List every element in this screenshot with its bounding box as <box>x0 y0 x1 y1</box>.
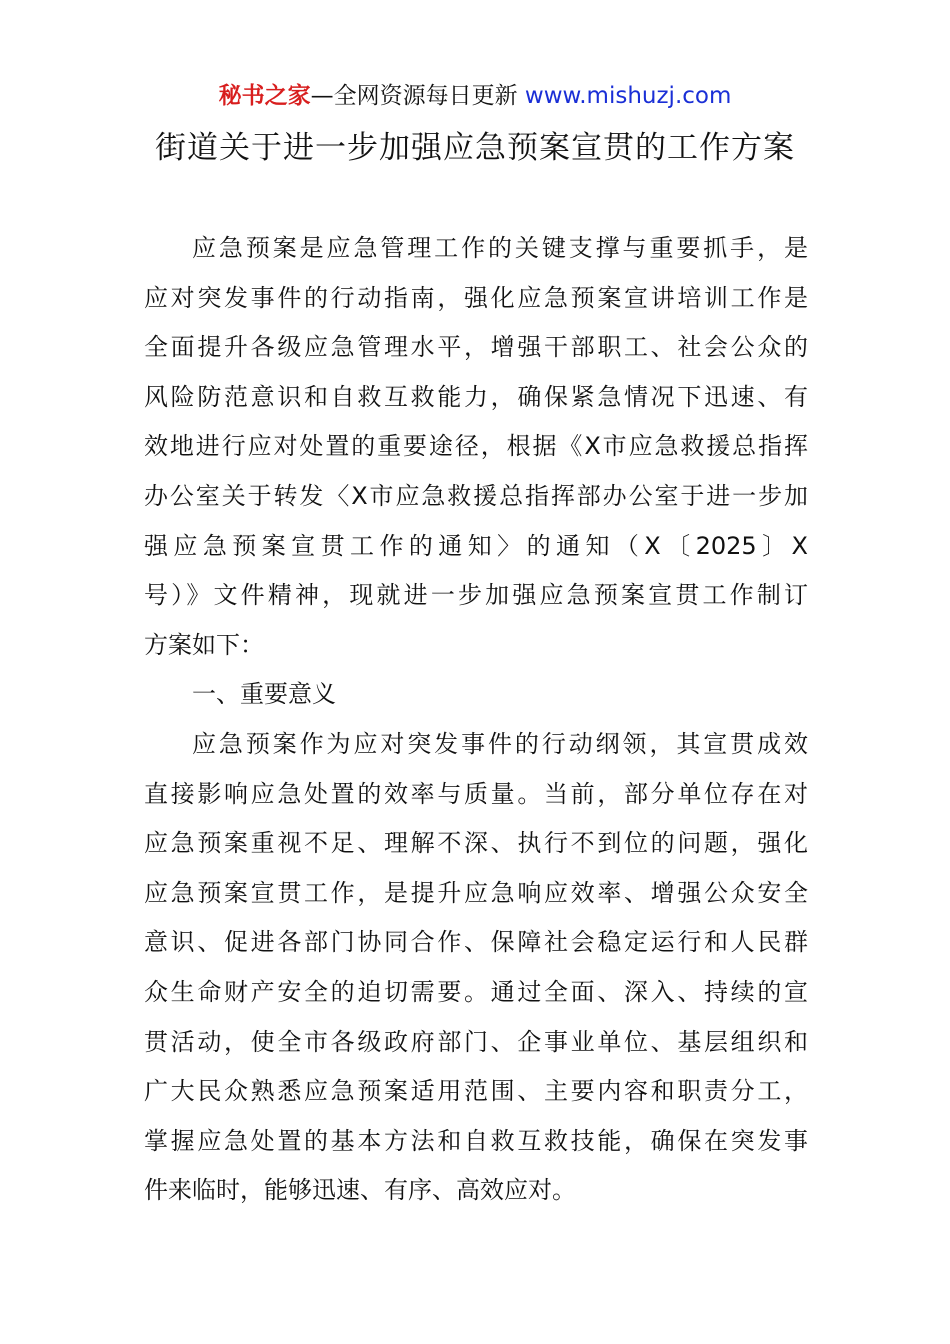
text-line: 办公室关于转发〈X市应急救援总指挥部办公室于进一步加 <box>144 481 808 510</box>
text-line: 众生命财产安全的迫切需要。通过全面、深入、持续的宣 <box>144 977 808 1006</box>
text-line: 应急预案是应急管理工作的关键支撑与重要抓手，是 <box>192 234 808 262</box>
text-line: 直接影响应急处置的效率与质量。当前，部分单位存在对 <box>144 779 808 808</box>
text-line: 效地进行应对处置的重要途径，根据《X市应急救援总指挥 <box>144 432 808 461</box>
text-line: 意识、促进各部门协同合作、保障社会稳定运行和人民群 <box>144 928 808 957</box>
brand-name: 秘书之家 <box>218 83 311 109</box>
text-line: 号）》文件精神，现就进一步加强应急预案宣贯工作制订 <box>144 581 808 610</box>
text-line: 贯活动，使全市各级政府部门、企事业单位、基层组织和 <box>144 1027 808 1056</box>
document-title: 街道关于进一步加强应急预案宣贯的工作方案 <box>155 130 795 166</box>
heading-text: 一、重要意义 <box>192 680 336 709</box>
site-header <box>0 80 950 112</box>
text-line: 应急预案作为应对突发事件的行动纲领，其宣贯成效 <box>192 729 808 758</box>
text-line: 应急预案重视不足、理解不深、执行不到位的问题，强化 <box>144 829 808 858</box>
text-line: 件来临时，能够迅速、有序、高效应对。 <box>144 1176 576 1205</box>
document-body <box>144 224 808 1216</box>
text-line: 应对突发事件的行动指南，强化应急预案宣讲培训工作是 <box>144 283 808 312</box>
header-tagline: —全网资源每日更新 <box>310 83 525 109</box>
text-line: 风险防范意识和自救互救能力，确保紧急情况下迅速、有 <box>144 382 808 411</box>
text-line: 应急预案宣贯工作，是提升应急响应效率、增强公众安全 <box>144 878 808 907</box>
text-line: 广大民众熟悉应急预案适用范围、主要内容和职责分工， <box>144 1077 808 1106</box>
text-line: 强应急预案宣贯工作的通知〉的通知（X〔2025〕X <box>144 531 808 560</box>
site-link[interactable]: www.mishuzj.com <box>524 83 732 109</box>
text-line: 全面提升各级应急管理水平，增强干部职工、社会公众的 <box>144 333 808 362</box>
paragraph-intro <box>144 224 808 670</box>
text-line: 掌握应急处置的基本方法和自救互救技能，确保在突发事 <box>144 1126 808 1155</box>
text-line: 方案如下： <box>144 630 264 659</box>
section-heading <box>144 670 808 720</box>
paragraph-significance <box>144 720 808 1216</box>
